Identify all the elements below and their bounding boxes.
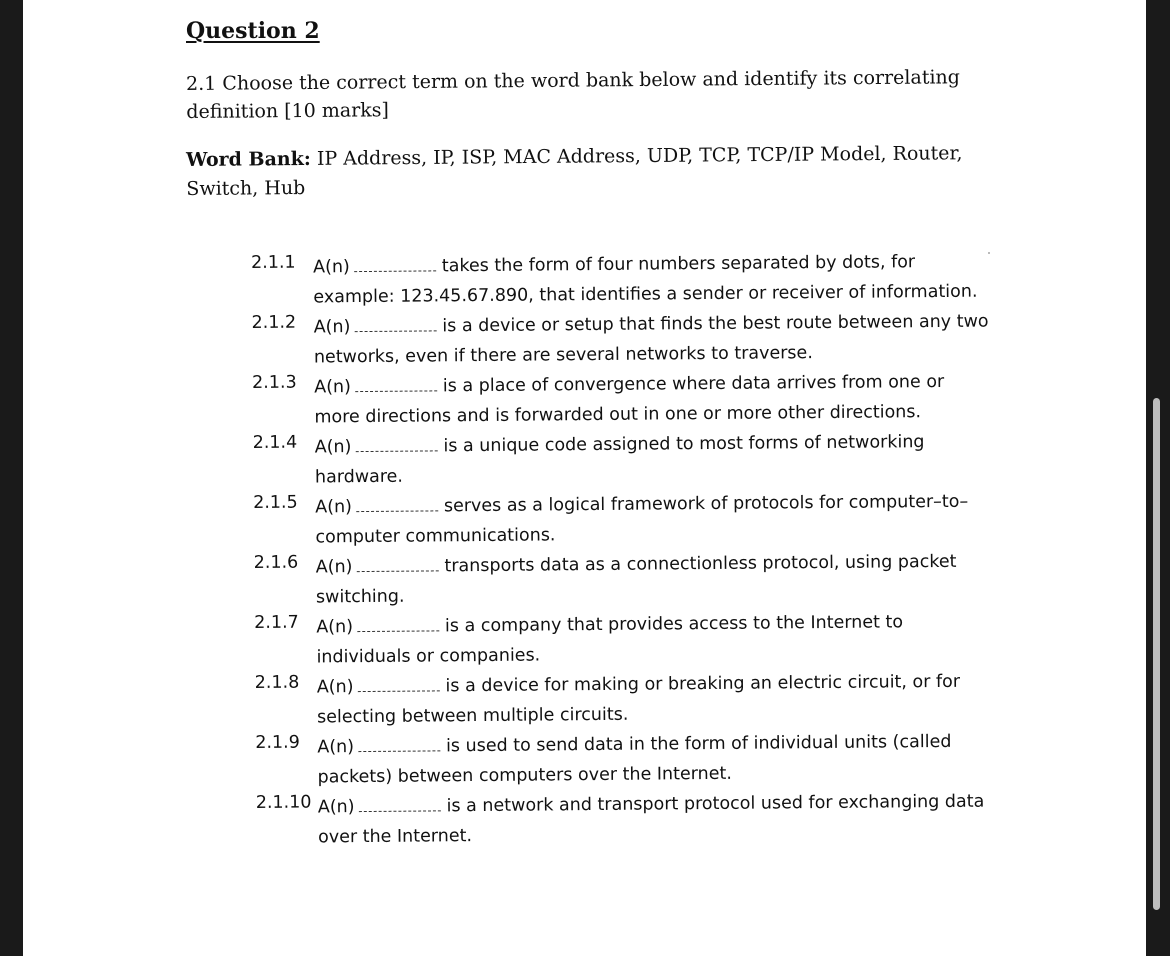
definition-item — [256, 787, 996, 853]
answer-blank — [357, 629, 439, 632]
item-definition: takes the form of four numbers separated by dots, for example: 123.45.67.890, that identifies a sender or receiver of information. — [313, 252, 978, 308]
item-number: 2.1.5 — [253, 492, 298, 513]
item-prefix: A(n) — [315, 497, 353, 518]
question-heading: Question 2 — [186, 18, 320, 44]
item-number: 2.1.9 — [255, 732, 300, 753]
answer-blank — [355, 449, 437, 452]
item-number: 2.1.3 — [252, 372, 297, 393]
word-bank-label: Word Bank: — [186, 147, 311, 171]
document-page — [23, 0, 1146, 956]
item-number: 2.1.8 — [254, 672, 300, 693]
item-definition: is a network and transport protocol used for exchanging data over the Internet. — [318, 791, 985, 848]
item-prefix: A(n) — [317, 797, 355, 818]
item-definition: is a company that provides access to the Internet to individuals or companies. — [316, 612, 904, 668]
item-prefix: A(n) — [314, 377, 351, 398]
vertical-scrollbar[interactable] — [1153, 398, 1160, 910]
answer-blank — [355, 389, 437, 392]
item-definition: is a device for making or breaking an electric circuit, or for selecting between multiple circuits. — [316, 671, 961, 728]
item-definition: is a unique code assigned to most forms of networking hardware. — [314, 432, 925, 488]
definition-item — [254, 547, 994, 613]
item-number: 2.1.6 — [253, 552, 299, 573]
answer-blank — [358, 749, 440, 752]
definition-item — [255, 727, 995, 793]
answer-blank — [356, 509, 438, 512]
definition-item — [252, 367, 992, 433]
item-prefix: A(n) — [315, 557, 353, 578]
item-definition: is used to send data in the form of individual units (called packets) between computers over the Internet. — [317, 731, 952, 788]
answer-blank — [354, 329, 436, 332]
answer-blank — [354, 269, 436, 272]
definition-item — [254, 607, 994, 673]
definition-item — [252, 307, 992, 373]
item-prefix: A(n) — [317, 737, 355, 758]
stray-mark — [988, 252, 990, 254]
item-number: 2.1.10 — [255, 792, 312, 813]
item-number: 2.1.1 — [251, 252, 296, 273]
answer-blank — [359, 809, 441, 812]
item-definition: transports data as a connectionless protocol, using packet switching. — [315, 551, 957, 608]
answer-blank — [356, 569, 438, 572]
item-prefix: A(n) — [314, 437, 352, 458]
definition-list — [251, 247, 996, 853]
definition-item — [255, 667, 995, 733]
item-prefix: A(n) — [313, 257, 350, 278]
item-number: 2.1.4 — [252, 432, 298, 453]
definition-item — [253, 427, 993, 493]
item-prefix: A(n) — [316, 617, 354, 638]
definition-item — [251, 247, 991, 313]
word-bank — [186, 139, 996, 204]
answer-blank — [358, 689, 440, 692]
word-bank-terms: IP Address, IP, ISP, MAC Address, UDP, TCP, TCP/IP Model, Router, Switch, Hub — [186, 142, 963, 200]
item-prefix: A(n) — [313, 317, 351, 338]
item-definition: serves as a logical framework of protocols for computer–to–computer communications. — [315, 491, 969, 548]
item-definition: is a device or setup that finds the best route between any two networks, even if there are several networks to traverse. — [313, 311, 989, 368]
item-prefix: A(n) — [316, 677, 354, 698]
question-instructions: 2.1 Choose the correct term on the word bank below and identify its correlating definition [10 marks] — [186, 66, 960, 123]
definition-item — [253, 487, 993, 553]
item-number: 2.1.7 — [254, 612, 299, 633]
item-definition: is a place of convergence where data arrives from one or more directions and is forwarded out in one or more other directions. — [314, 371, 945, 428]
item-number: 2.1.2 — [251, 312, 297, 333]
